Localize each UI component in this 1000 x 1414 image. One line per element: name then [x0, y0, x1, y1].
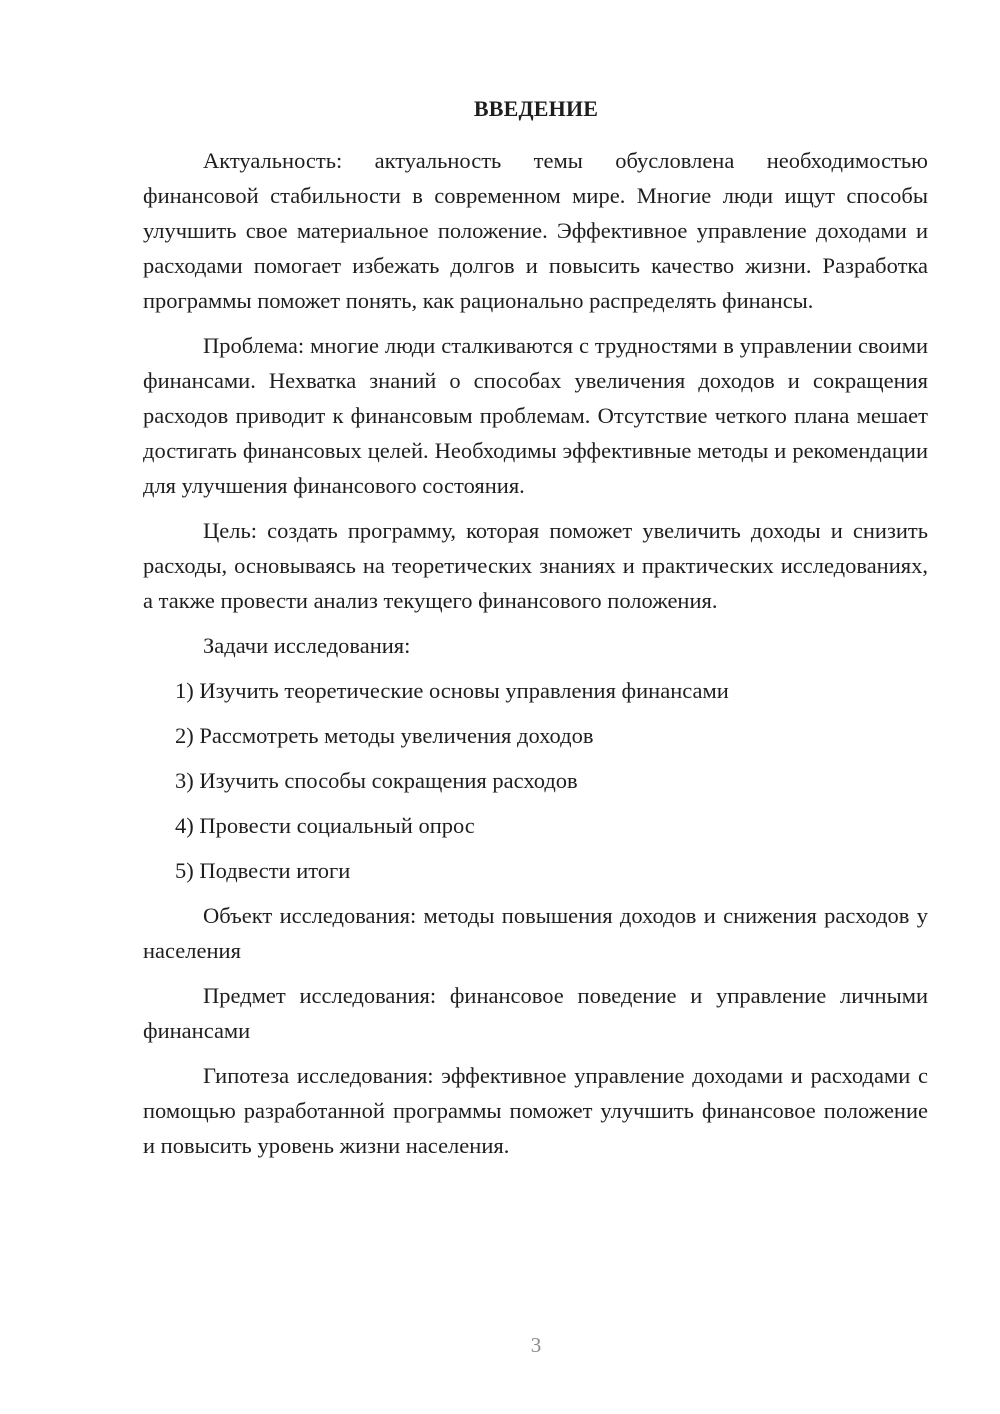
relevance-paragraph: Актуальность: актуальность темы обусловлена необходимостью финансовой стабильности в современном мире. Многие люди ищут способы улучшить свое материальное положение. Эффективное управление доходами и расходами помогает избежать долгов и повысить качество жизни. Разработка программы поможет понять, как рационально распределять финансы.	[143, 148, 928, 313]
list-item: 4) Провести социальный опрос	[175, 813, 475, 838]
list-item: 1) Изучить теоретические основы управления финансами	[175, 678, 729, 703]
task-list	[143, 673, 928, 888]
list-item: 2) Рассмотреть методы увеличения доходов	[175, 723, 594, 748]
goal-paragraph: Цель: создать программу, которая поможет увеличить доходы и снизить расходы, основываясь на теоретических знаниях и практических исследованиях, а также провести анализ текущего финансового положения.	[143, 518, 928, 613]
list-item: 5) Подвести итоги	[175, 858, 351, 883]
tasks-heading: Задачи исследования:	[203, 633, 411, 658]
page-title: ВВЕДЕНИЕ	[473, 96, 599, 121]
list-item: 3) Изучить способы сокращения расходов	[175, 768, 578, 793]
subject-paragraph: Предмет исследования: финансовое поведение и управление личными финансами	[143, 983, 928, 1043]
page-number: 3	[530, 1333, 542, 1357]
hypothesis-paragraph: Гипотеза исследования: эффективное управление доходами и расходами с помощью разработанной программы поможет улучшить финансовое положение и повысить уровень жизни населения.	[143, 1063, 928, 1158]
document-body	[143, 143, 928, 1173]
object-paragraph: Объект исследования: методы повышения доходов и снижения расходов у населения	[143, 903, 928, 963]
problem-paragraph: Проблема: многие люди сталкиваются с трудностями в управлении своими финансами. Нехватка знаний о способах увеличения доходов и сокращения расходов приводит к финансовым проблемам. Отсутствие четкого плана мешает достигать финансовых целей. Необходимы эффективные методы и рекомендации для улучшения финансового состояния.	[143, 333, 928, 498]
